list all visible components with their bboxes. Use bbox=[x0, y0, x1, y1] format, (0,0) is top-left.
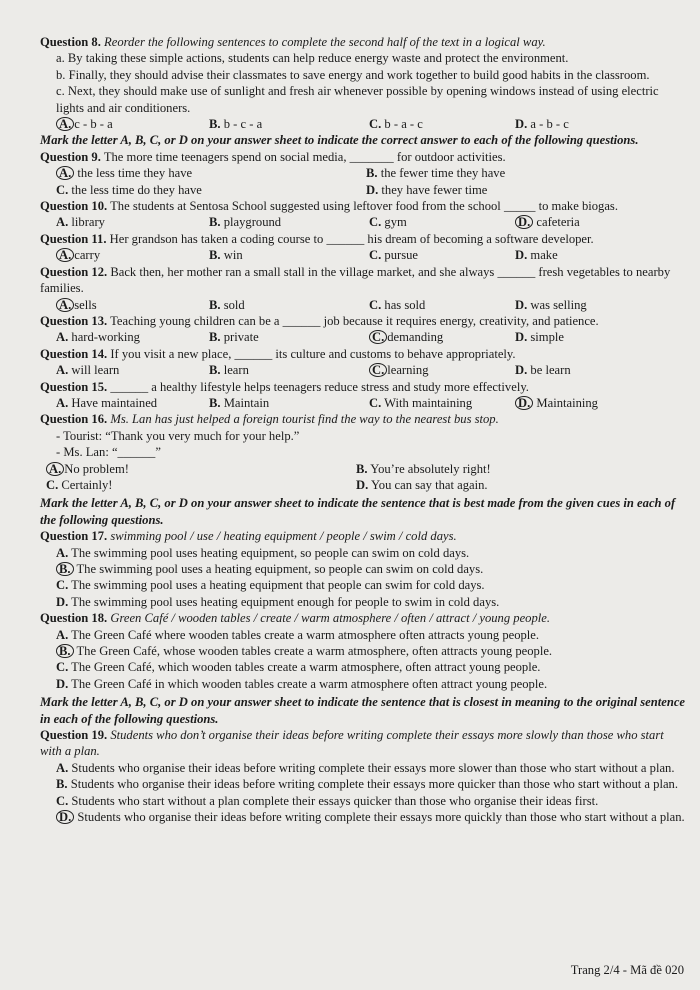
question-prompt: Students who don’t organise their ideas before writing complete their essays more slowly than those who start with a plan. bbox=[40, 728, 664, 759]
question-text: Her grandson has taken a coding course to ______ his dream of becoming a software developer. bbox=[109, 231, 594, 246]
page-footer: Trang 2/4 - Mã đề 020 bbox=[570, 962, 684, 977]
options-q16 bbox=[40, 461, 686, 494]
option-b[interactable]: B. private bbox=[209, 330, 259, 345]
question-11 bbox=[40, 231, 686, 264]
question-text: The students at Sentosa School suggested using leftover food from the school _____ to make biogas. bbox=[110, 199, 618, 214]
question-16 bbox=[40, 411, 686, 493]
option-a[interactable]: A. The swimming pool uses heating equipment, so people can swim on cold days. bbox=[56, 545, 470, 560]
question-text: Back then, her mother ran a small stall in the village market, and she always ______ fresh vegetables to nearby families. bbox=[40, 264, 671, 296]
question-label: Question 18. bbox=[40, 611, 108, 626]
question-cues: swimming pool / use / heating equipment / people / swim / cold days. bbox=[110, 529, 457, 544]
option-d[interactable]: D. cafeteria bbox=[515, 214, 635, 230]
question-label: Question 8. bbox=[40, 35, 101, 49]
option-d[interactable]: D. Maintaining bbox=[515, 395, 635, 411]
question-label: Question 12. bbox=[40, 264, 108, 279]
option-d[interactable]: D. You can say that again. bbox=[356, 477, 488, 492]
option-b[interactable]: B. The Green Café, whose wooden tables create a warm atmosphere, often attracts young people. bbox=[40, 643, 686, 659]
question-list bbox=[40, 149, 686, 412]
option-c[interactable]: C. b - a - c bbox=[369, 117, 423, 132]
question-label: Question 19. bbox=[40, 728, 108, 743]
option-a[interactable]: A. The Green Café where wooden tables create a warm atmosphere often attracts young people. bbox=[56, 627, 540, 642]
question-9 bbox=[40, 149, 686, 198]
option-c[interactable]: C. has sold bbox=[369, 297, 426, 312]
option-b[interactable]: B. win bbox=[209, 248, 243, 263]
option-a[interactable]: A. Students who organise their ideas before writing complete their essays more slower than those who start without a plan. bbox=[56, 760, 675, 775]
question-text: The more time teenagers spend on social media, _______ for outdoor activities. bbox=[103, 149, 506, 164]
option-a[interactable]: A. carry bbox=[56, 247, 209, 263]
question-cues: Green Café / wooden tables / create / warm atmosphere / often / attract / young people. bbox=[110, 611, 551, 626]
question-label: Question 14. bbox=[40, 346, 108, 361]
instruction-2: Mark the letter A, B, C, or D on your answer sheet to indicate the sentence that is best made from the given cues in each of the following questions. bbox=[40, 496, 676, 527]
question-prompt: Ms. Lan has just helped a foreign tourist find the way to the nearest bus stop. bbox=[110, 412, 499, 427]
options-q9 bbox=[40, 165, 686, 198]
question-14 bbox=[40, 346, 686, 379]
option-c[interactable]: C. learning bbox=[369, 362, 515, 378]
question-label: Question 16. bbox=[40, 412, 108, 427]
option-a[interactable]: A. library bbox=[56, 215, 105, 230]
question-text: Teaching young children can be a ______ job because it requires energy, creativity, and patience. bbox=[110, 313, 599, 328]
option-b[interactable]: B. The swimming pool uses a heating equipment, so people can swim on cold days. bbox=[40, 561, 686, 577]
dialogue-tourist: - Tourist: “Thank you very much for your help.” bbox=[56, 428, 300, 443]
option-a[interactable]: A. hard-working bbox=[56, 330, 140, 345]
option-d[interactable]: D. The swimming pool uses heating equipment enough for people to swim in cold days. bbox=[56, 594, 500, 609]
option-c[interactable]: C. demanding bbox=[369, 329, 515, 345]
question-18 bbox=[40, 610, 686, 692]
options-q15 bbox=[40, 395, 686, 411]
question-label: Question 15. bbox=[40, 379, 108, 394]
instruction-3: Mark the letter A, B, C, or D on your answer sheet to indicate the sentence that is closest in meaning to the original sentence in each of the following questions. bbox=[40, 695, 686, 726]
option-b[interactable]: B. You’re absolutely right! bbox=[356, 461, 491, 476]
option-c[interactable]: C. pursue bbox=[369, 248, 418, 263]
option-c[interactable]: C. With maintaining bbox=[369, 395, 473, 410]
option-a[interactable]: A. sells bbox=[56, 297, 209, 313]
option-c[interactable]: C. Students who start without a plan complete their essays quicker than those who organise their ideas first. bbox=[56, 793, 599, 808]
option-d[interactable]: D. was selling bbox=[515, 297, 587, 312]
instruction-1: Mark the letter A, B, C, or D on your answer sheet to indicate the correct answer to each of the following questions. bbox=[40, 133, 639, 148]
option-a[interactable]: A. No problem! bbox=[46, 461, 356, 477]
options-q14 bbox=[40, 362, 686, 378]
option-a[interactable]: A. c - b - a bbox=[56, 116, 209, 132]
option-b[interactable]: B. sold bbox=[209, 297, 245, 312]
option-c[interactable]: C. gym bbox=[369, 215, 407, 230]
question-label: Question 13. bbox=[40, 313, 108, 328]
question-label: Question 11. bbox=[40, 231, 107, 246]
option-c[interactable]: C. Certainly! bbox=[46, 477, 113, 492]
option-d[interactable]: D. simple bbox=[515, 330, 564, 345]
option-b[interactable]: B. playground bbox=[209, 215, 282, 230]
question-12 bbox=[40, 264, 686, 313]
options-q8 bbox=[40, 116, 686, 132]
option-b[interactable]: B. Maintain bbox=[209, 395, 270, 410]
sentence-a: a. By taking these simple actions, students can help reduce energy waste and protect the environment. bbox=[56, 51, 569, 66]
option-c[interactable]: C. The swimming pool uses a heating equipment that people can swim for cold days. bbox=[56, 578, 485, 593]
options-q10 bbox=[40, 214, 686, 230]
options-q11 bbox=[40, 247, 686, 263]
option-d[interactable]: D. The Green Café in which wooden tables create a warm atmosphere often attract young people. bbox=[56, 676, 548, 691]
option-d[interactable]: D. be learn bbox=[515, 363, 571, 378]
question-13 bbox=[40, 313, 686, 346]
question-15 bbox=[40, 379, 686, 412]
dialogue-ms-lan: - Ms. Lan: “______” bbox=[56, 445, 161, 460]
option-a[interactable]: A. the less time they have bbox=[56, 165, 366, 181]
question-17 bbox=[40, 528, 686, 610]
option-b[interactable]: B. b - c - a bbox=[209, 117, 263, 132]
question-text: If you visit a new place, ______ its culture and customs to behave appropriately. bbox=[110, 346, 516, 361]
question-prompt: Reorder the following sentences to complete the second half of the text in a logical way. bbox=[104, 35, 546, 49]
question-text: ______ a healthy lifestyle helps teenagers reduce stress and study more effectively. bbox=[110, 379, 529, 394]
options-q12 bbox=[40, 297, 686, 313]
option-a[interactable]: A. Have maintained bbox=[56, 395, 158, 410]
option-b[interactable]: B. Students who organise their ideas before writing complete their essays more quicker than those who start without a plan. bbox=[56, 777, 678, 792]
question-8 bbox=[40, 34, 686, 50]
sentence-c: c. Next, they should make use of sunlight and fresh air whenever possible by opening windows instead of using electric lights and air conditioners. bbox=[56, 84, 659, 115]
question-label: Question 10. bbox=[40, 199, 108, 214]
option-d[interactable]: D. they have fewer time bbox=[366, 182, 488, 197]
option-c[interactable]: C. the less time do they have bbox=[56, 182, 202, 197]
option-b[interactable]: B. the fewer time they have bbox=[366, 166, 506, 181]
option-d[interactable]: D. Students who organise their ideas before writing complete their essays more quickly than those who start without a plan. bbox=[40, 809, 686, 825]
sentence-b: b. Finally, they should advise their classmates to save energy and work together to build good habits in the classroom. bbox=[56, 67, 650, 82]
option-d[interactable]: D. a - b - c bbox=[515, 117, 569, 132]
option-d[interactable]: D. make bbox=[515, 248, 558, 263]
question-19 bbox=[40, 727, 686, 825]
option-b[interactable]: B. learn bbox=[209, 363, 249, 378]
question-10 bbox=[40, 198, 686, 231]
option-a[interactable]: A. will learn bbox=[56, 363, 120, 378]
question-label: Question 17. bbox=[40, 529, 108, 544]
options-q13 bbox=[40, 329, 686, 345]
option-c[interactable]: C. The Green Café, which wooden tables create a warm atmosphere, often attract young people. bbox=[56, 660, 541, 675]
question-label: Question 9. bbox=[40, 149, 101, 164]
